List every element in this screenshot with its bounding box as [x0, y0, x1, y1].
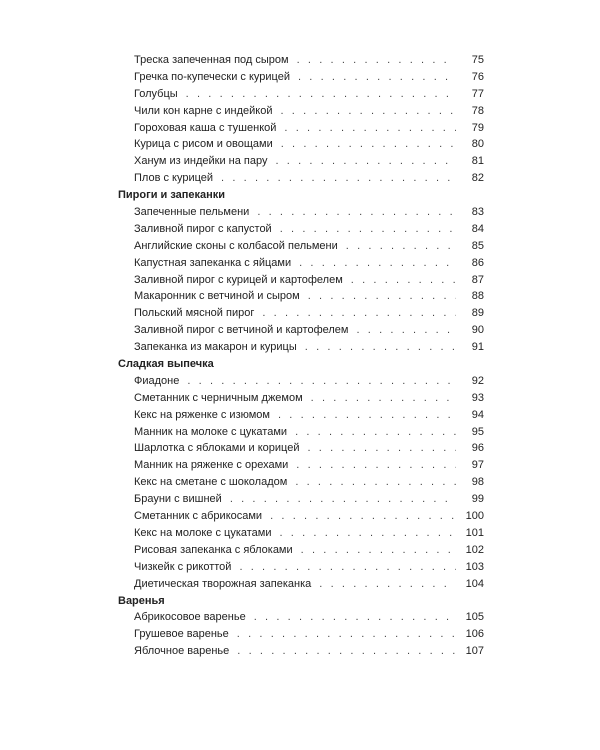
entry-title: Фиадоне — [134, 374, 180, 387]
entry-title: Шарлотка с яблоками и корицей — [134, 442, 300, 455]
entry-title: Сметанник с абрикосами — [134, 510, 263, 523]
page-number: 91 — [471, 341, 484, 354]
toc-entry — [118, 52, 484, 69]
page-number: 94 — [471, 408, 484, 421]
entry-title: Кекс на молоке с цукатами — [134, 526, 272, 539]
entry-title: Плов с курицей — [134, 172, 214, 185]
entry-title: Сметанник с черничным джемом — [134, 391, 303, 404]
entry-title: Заливной пирог с ветчиной и картофелем — [134, 324, 349, 337]
dot-leader — [295, 424, 456, 441]
toc-entry — [118, 457, 484, 474]
page-number: 99 — [471, 493, 484, 506]
toc-entry — [118, 626, 484, 643]
dot-leader — [346, 238, 456, 255]
dot-leader — [301, 542, 456, 559]
toc-entry — [118, 373, 484, 390]
dot-leader — [237, 643, 456, 660]
page-number: 83 — [471, 206, 484, 219]
dot-leader — [230, 491, 456, 508]
toc-entry — [118, 272, 484, 289]
dot-leader — [221, 170, 456, 187]
dot-leader — [280, 221, 456, 238]
page-number: 100 — [465, 510, 484, 523]
toc-entry — [118, 103, 484, 120]
dot-leader — [298, 69, 456, 86]
dot-leader — [280, 525, 457, 542]
dot-leader — [305, 339, 456, 356]
page-number: 101 — [465, 526, 484, 539]
toc-entry — [118, 153, 484, 170]
page-number: 95 — [471, 425, 484, 438]
toc-entry — [118, 440, 484, 457]
entry-title: Манник на молоке с цукатами — [134, 425, 288, 438]
toc-entry — [118, 86, 484, 103]
dot-leader — [281, 136, 456, 153]
page-number: 78 — [471, 104, 484, 117]
entry-title: Яблочное варенье — [134, 645, 230, 658]
table-of-contents — [118, 52, 484, 660]
dot-leader — [257, 204, 456, 221]
toc-entry — [118, 305, 484, 322]
dot-leader — [295, 474, 456, 491]
dot-leader — [239, 559, 456, 576]
dot-leader — [319, 576, 456, 593]
page-number: 96 — [471, 442, 484, 455]
toc-entry — [118, 542, 484, 559]
toc-entry — [118, 508, 484, 525]
entry-title: Манник на ряженке с орехами — [134, 459, 289, 472]
dot-leader — [311, 390, 456, 407]
dot-leader — [284, 120, 456, 137]
page-number: 81 — [471, 155, 484, 168]
page-number: 88 — [471, 290, 484, 303]
section-heading: Варенья — [118, 594, 165, 607]
page-number: 80 — [471, 138, 484, 151]
entry-title: Капустная запеканка с яйцами — [134, 256, 292, 269]
section-heading: Пироги и запеканки — [118, 189, 226, 202]
dot-leader — [254, 609, 456, 626]
toc-entry — [118, 525, 484, 542]
toc-entry — [118, 609, 484, 626]
toc-entry — [118, 576, 484, 593]
entry-title: Ханум из индейки на пару — [134, 155, 268, 168]
entry-title: Треска запеченная под сыром — [134, 54, 289, 66]
toc-entry — [118, 390, 484, 407]
page-number: 97 — [471, 459, 484, 472]
toc-entry — [118, 322, 484, 339]
toc-entry — [118, 339, 484, 356]
entry-title: Абрикосовое варенье — [134, 611, 246, 624]
page-number: 79 — [471, 121, 484, 134]
entry-title: Голубцы — [134, 87, 178, 100]
page-number: 84 — [471, 222, 484, 235]
page-number: 103 — [465, 560, 484, 573]
page-number: 76 — [471, 70, 484, 83]
entry-title: Запеканка из макарон и курицы — [134, 341, 297, 354]
section-heading: Сладкая выпечка — [118, 358, 214, 371]
dot-leader — [262, 305, 456, 322]
page-number: 90 — [471, 324, 484, 337]
entry-title: Курица с рисом и овощами — [134, 138, 273, 151]
dot-leader — [308, 288, 456, 305]
entry-title: Гречка по-купечески с курицей — [134, 70, 290, 83]
dot-leader — [186, 86, 456, 103]
page-number: 106 — [465, 628, 484, 641]
dot-leader — [351, 272, 456, 289]
dot-leader — [296, 457, 456, 474]
page-number: 93 — [471, 391, 484, 404]
dot-leader — [270, 508, 456, 525]
page-number: 87 — [471, 273, 484, 286]
entry-title: Гороховая каша с тушенкой — [134, 121, 277, 134]
entry-title: Брауни с вишней — [134, 493, 222, 506]
entry-title: Кекс на сметане с шоколадом — [134, 476, 288, 489]
toc-entry — [118, 221, 484, 238]
dot-leader — [280, 103, 456, 120]
page-number: 107 — [465, 645, 484, 658]
page-number: 77 — [471, 87, 484, 100]
page-number: 75 — [471, 54, 484, 66]
toc-entry — [118, 170, 484, 187]
page-number: 98 — [471, 476, 484, 489]
entry-title: Запеченные пельмени — [134, 206, 250, 219]
toc-entry — [118, 204, 484, 221]
dot-leader — [308, 440, 457, 457]
toc-entry — [118, 491, 484, 508]
dot-leader — [237, 626, 456, 643]
entry-title: Диетическая творожная запеканка — [134, 577, 312, 590]
toc-entry — [118, 69, 484, 86]
toc-entry — [118, 136, 484, 153]
page-number: 102 — [465, 543, 484, 556]
dot-leader — [297, 52, 456, 69]
page-number: 89 — [471, 307, 484, 320]
toc-entry — [118, 255, 484, 272]
toc-entry — [118, 120, 484, 137]
toc-entry — [118, 238, 484, 255]
toc-entry — [118, 424, 484, 441]
entry-title: Заливной пирог с курицей и картофелем — [134, 273, 343, 286]
page-number: 92 — [471, 374, 484, 387]
entry-title: Чизкейк с рикоттой — [134, 560, 232, 573]
toc-entry — [118, 288, 484, 305]
toc-entry — [118, 474, 484, 491]
page-number: 86 — [471, 256, 484, 269]
dot-leader — [187, 373, 456, 390]
entry-title: Польский мясной пирог — [134, 307, 255, 320]
entry-title: Кекс на ряженке с изюмом — [134, 408, 270, 421]
dot-leader — [356, 322, 456, 339]
toc-entry — [118, 407, 484, 424]
page-number: 85 — [471, 239, 484, 252]
entry-title: Английские сконы с колбасой пельмени — [134, 239, 338, 252]
toc-entry — [118, 559, 484, 576]
dot-leader — [276, 153, 457, 170]
page-number: 105 — [465, 611, 484, 624]
dot-leader — [299, 255, 456, 272]
page-number: 82 — [471, 172, 484, 185]
page-number: 104 — [465, 577, 484, 590]
entry-title: Чили кон карне с индейкой — [134, 104, 273, 117]
entry-title: Грушевое варенье — [134, 628, 229, 641]
entry-title: Заливной пирог с капустой — [134, 222, 272, 235]
dot-leader — [278, 407, 456, 424]
entry-title: Макаронник с ветчиной и сыром — [134, 290, 300, 303]
toc-entry — [118, 643, 484, 660]
entry-title: Рисовая запеканка с яблоками — [134, 543, 293, 556]
